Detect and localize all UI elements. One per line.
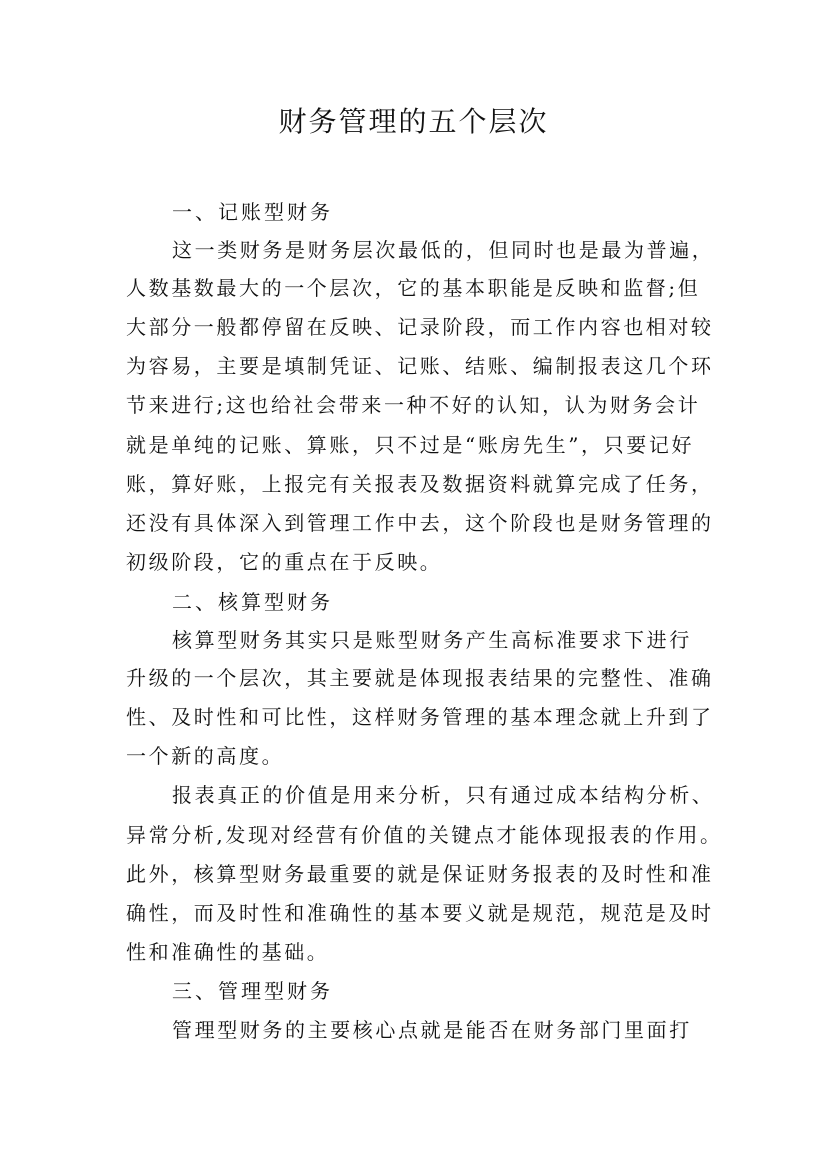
paragraph-line: 报表真正的价值是用来分析，只有通过成本结构分析、: [172, 783, 715, 807]
paragraph-line: 核算型财务其实只是账型财务产生高标准要求下进行: [172, 628, 692, 652]
paragraph-line: 此外，核算型财务最重要的就是保证财务报表的及时性和准: [126, 862, 714, 886]
paragraph-line: 还没有具体深入到管理工作中去，这个阶段也是财务管理的: [126, 511, 714, 535]
paragraph-line: 就是单纯的记账、算账，只不过是“账房先生”，只要记好: [126, 433, 695, 457]
paragraph-line: 为容易，主要是填制凭证、记账、结账、编制报表这几个环: [126, 354, 714, 378]
paragraph-line: 异常分析,发现对经营有价值的关键点才能体现报表的作用。: [126, 823, 723, 847]
paragraph-line: 管理型财务的主要核心点就是能否在财务部门里面打: [172, 1018, 692, 1042]
paragraph-line: 升级的一个层次，其主要就是体现报表结果的完整性、准确: [126, 666, 714, 690]
paragraph-line: 节来进行;这也给社会带来一种不好的认知，认为财务会计: [126, 393, 701, 417]
paragraph-line: 大部分一般都停留在反映、记录阶段，而工作内容也相对较: [126, 315, 714, 339]
paragraph-line: 人数基数最大的一个层次，它的基本职能是反映和监督;但: [126, 276, 701, 300]
paragraph-line: 初级阶段，它的重点在于反映。: [126, 550, 443, 574]
paragraph-line: 账，算好账，上报完有关报表及数据资料就算完成了任务，: [126, 472, 714, 496]
paragraph-line: 一个新的高度。: [126, 744, 285, 768]
paragraph-line: 这一类财务是财务层次最低的，但同时也是最为普遍，: [172, 238, 715, 262]
section-heading-3: 三、管理型财务: [172, 979, 333, 1003]
paragraph-line: 性、及时性和可比性，这样财务管理的基本理念就上升到了: [126, 705, 714, 729]
section-heading-2: 二、核算型财务: [172, 590, 333, 614]
section-heading-1: 一、记账型财务: [172, 200, 333, 224]
document-title: 财务管理的五个层次: [278, 105, 549, 138]
paragraph-line: 确性，而及时性和准确性的基本要义就是规范，规范是及时: [126, 901, 714, 925]
paragraph-line: 性和准确性的基础。: [126, 940, 330, 964]
